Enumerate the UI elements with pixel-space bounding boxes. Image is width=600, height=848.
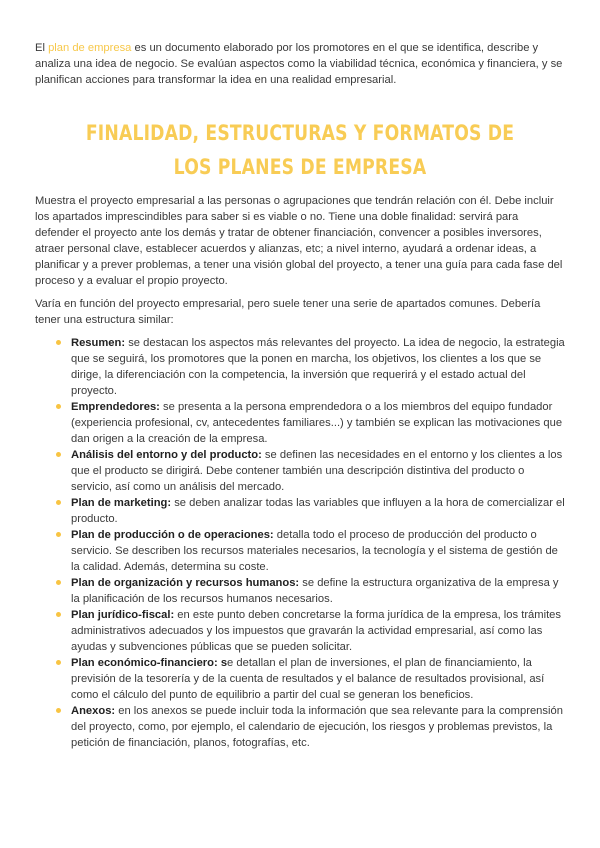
intro-lead: El: [35, 42, 49, 54]
list-item-term: Plan de marketing:: [71, 497, 172, 509]
list-item-term: Plan económico-financiero: s: [71, 657, 228, 669]
bullet-dot-icon: [56, 500, 61, 505]
list-item-text: se presenta a la persona emprendedora o a los miembros del equipo fundador (experiencia profesional, cv, antecedentes familiares...) y también se explican las motivaciones que dan origen a la creación de la empresa.: [71, 401, 563, 445]
list-item: [35, 335, 565, 399]
list-item-text: en los anexos se puede incluir toda la información que sea relevante para la comprensión del proyecto, como, por ejemplo, el calendario de ejecución, los riesgos y problemas previstos, la petición de financiación, planos, fotografías, etc.: [71, 705, 563, 749]
list-item: [35, 655, 565, 703]
list-item-text: se deben analizar todas las variables que influyen a la hora de comercializar el producto.: [71, 497, 565, 525]
bullet-dot-icon: [56, 580, 61, 585]
list-item: [35, 495, 565, 527]
list-item-text: detalla todo el proceso de producción del producto o servicio. Se describen los recursos materiales necesarios, la tecnología y el sistema de gestión de la calidad. Además, determina su coste.: [71, 529, 558, 573]
list-item: [35, 399, 565, 447]
list-item-term: Emprendedores:: [71, 401, 160, 413]
bullet-dot-icon: [56, 452, 61, 457]
list-item-term: Plan de organización y recursos humanos:: [71, 577, 300, 589]
bullet-dot-icon: [56, 340, 61, 345]
intro-highlight-term: plan de empresa: [48, 42, 132, 54]
list-item-term: Plan jurídico-fiscal:: [71, 609, 175, 621]
list-item-text: se define la estructura organizativa de la empresa y la planificación de los recursos humanos necesarios.: [71, 577, 559, 605]
list-item: [35, 527, 565, 575]
list-item: [35, 447, 565, 495]
list-item: [35, 607, 565, 655]
structure-list: [35, 335, 565, 751]
body-paragraph-purpose: Muestra el proyecto empresarial a las personas o agrupaciones que tendrán relación con él. Debe incluir los apartados imprescindibles para saber si es viable o no. Tiene una doble finalidad: servirá para defender el proyecto ante los demás y tratar de obtener financiación, convencer a posibles inversores, atraer personal clave, establecer acuerdos y alianzas, etc; a nivel interno, ayudará a ordenar ideas, a planificar y a prever problemas, a tener una visión global del proyecto, a tener una guía para cada fase del proceso y a evaluar el propio proyecto.: [35, 195, 563, 287]
list-item-term: Anexos:: [71, 705, 116, 717]
list-item-term: Plan de producción o de operaciones:: [71, 529, 274, 541]
bullet-dot-icon: [56, 612, 61, 617]
list-item: [35, 575, 565, 607]
list-item-term: Análisis del entorno y del producto:: [71, 449, 262, 461]
body-paragraph-structure: Varía en función del proyecto empresarial, pero suele tener una serie de apartados comunes. Debería tener una estructura similar:: [35, 298, 541, 326]
bullet-dot-icon: [56, 708, 61, 713]
intro-paragraph: [35, 40, 565, 88]
list-item-text: en este punto deben concretarse la forma jurídica de la empresa, los trámites administrativos adecuados y los impuestos que gravarán la actividad empresarial, así como las ayudas y subvenciones públicas que se pueden solicitar.: [71, 609, 561, 653]
list-item: [35, 703, 565, 751]
list-item-text: se definen las necesidades en el entorno y los clientes a los que el producto se dirigirá. Debe contener también una descripción distintiva del producto o servicio, así como un análisis del mercado.: [71, 449, 563, 493]
section-title: FINALIDAD, ESTRUCTURAS Y FORMATOS DE LOS PLANES DE EMPRESA: [85, 121, 515, 179]
list-item-text: se destacan los aspectos más relevantes del proyecto. La idea de negocio, la estrategia que se seguirá, los promotores que la ponen en marcha, los objetivos, los clientes a los que se dirige, la diferenciación con la competencia, la inversión que requerirá y el estado actual del proyecto.: [71, 337, 565, 397]
intro-rest: es un documento elaborado por los promotores en el que se identifica, describe y analiza una idea de negocio. Se evalúan aspectos como la viabilidad técnica, económica y financiera, y se planifican acciones para transformar la idea en una realidad empresarial.: [35, 42, 563, 86]
bullet-dot-icon: [56, 532, 61, 537]
bullet-dot-icon: [56, 660, 61, 665]
list-item-term: Resumen:: [71, 337, 126, 349]
list-item-text: e detallan el plan de inversiones, el plan de financiamiento, la previsión de la tesorería y de la cuenta de resultados y el balance de resultados provisional, así como el cálculo del punto de equilibrio a partir del cual se generan los beneficios.: [71, 657, 545, 701]
bullet-dot-icon: [56, 404, 61, 409]
